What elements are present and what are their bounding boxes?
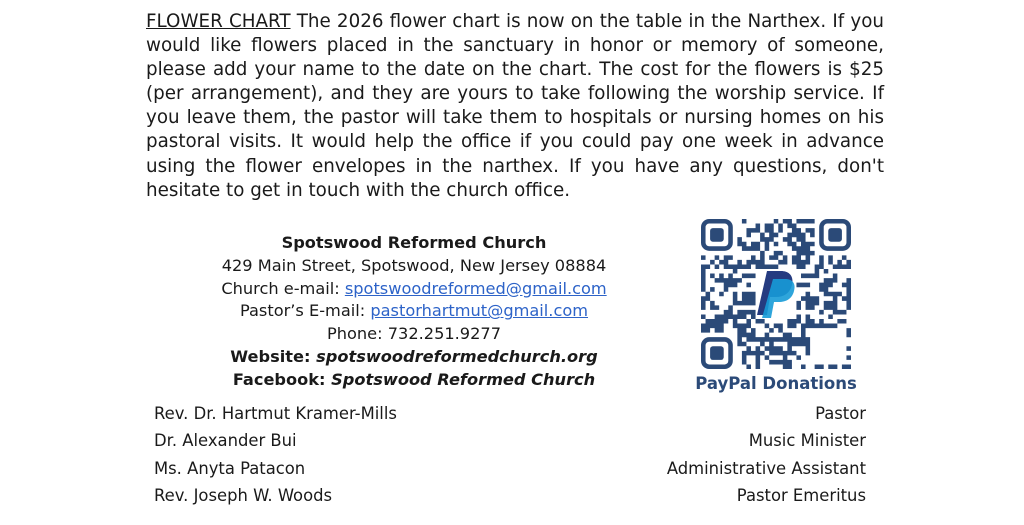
church-contact-block <box>150 232 678 392</box>
facebook-line <box>150 369 678 392</box>
staff-role: Administrative Assistant <box>666 458 866 478</box>
website-label: Website: <box>230 346 317 366</box>
staff-role: Pastor <box>815 404 866 423</box>
qr-finder-bottom-left <box>703 339 730 366</box>
staff-name: Rev. Dr. Hartmut Kramer-Mills <box>154 404 397 423</box>
paypal-qr-code[interactable] <box>701 219 851 369</box>
church-email-line <box>150 278 678 301</box>
paypal-logo-icon <box>757 271 795 318</box>
church-name: Spotswood Reformed Church <box>281 233 547 252</box>
staff-name: Dr. Alexander Bui <box>154 431 297 451</box>
staff-role: Pastor Emeritus <box>736 485 866 505</box>
website-line <box>150 346 678 369</box>
qr-finder-top-right <box>821 221 848 248</box>
church-address: 429 Main Street, Spotswood, New Jersey 08884 <box>221 255 607 275</box>
staff-list <box>154 400 866 509</box>
church-email-link[interactable]: spotswoodreformed@gmail.com <box>344 278 607 298</box>
website-value: spotswoodreformedchurch.org <box>316 346 598 366</box>
staff-row <box>154 482 866 509</box>
pastor-email-link[interactable]: pastorhartmut@gmail.com <box>370 301 589 321</box>
staff-name: Rev. Joseph W. Woods <box>154 485 333 505</box>
staff-row <box>154 427 866 454</box>
staff-name: Ms. Anyta Patacon <box>154 458 306 478</box>
staff-row <box>154 455 866 482</box>
pastor-email-line <box>150 300 678 323</box>
flower-chart-paragraph <box>146 10 884 203</box>
facebook-label: Facebook: <box>232 369 332 389</box>
qr-finder-top-left <box>703 221 730 248</box>
church-phone: Phone: 732.251.9277 <box>326 324 502 344</box>
paypal-donations-caption: PayPal Donations <box>695 374 857 393</box>
church-email-label: Church e-mail: <box>221 278 345 298</box>
facebook-value: Spotswood Reformed Church <box>331 369 596 389</box>
flower-chart-body: The 2026 flower chart is now on the table in the Narthex. If you would like flowers placed in the sanctuary in honor or memory of someone, please add your name to the date on the chart. The cost for the flowers is $25 (per arrangement), and they are yours to take following the worship service. If you leave them, the pastor will take them to hospitals or nursing homes on his pastoral visits. It would help the office if you could pay one week in advance using the flower envelopes in the narthex. If you have any questions, don't hesitate to get in touch with the church office. <box>146 11 884 201</box>
pastor-email-label: Pastor’s E-mail: <box>239 301 371 321</box>
staff-row <box>154 400 866 427</box>
flower-chart-heading: FLOWER CHART <box>146 11 291 32</box>
staff-role: Music Minister <box>748 431 866 451</box>
